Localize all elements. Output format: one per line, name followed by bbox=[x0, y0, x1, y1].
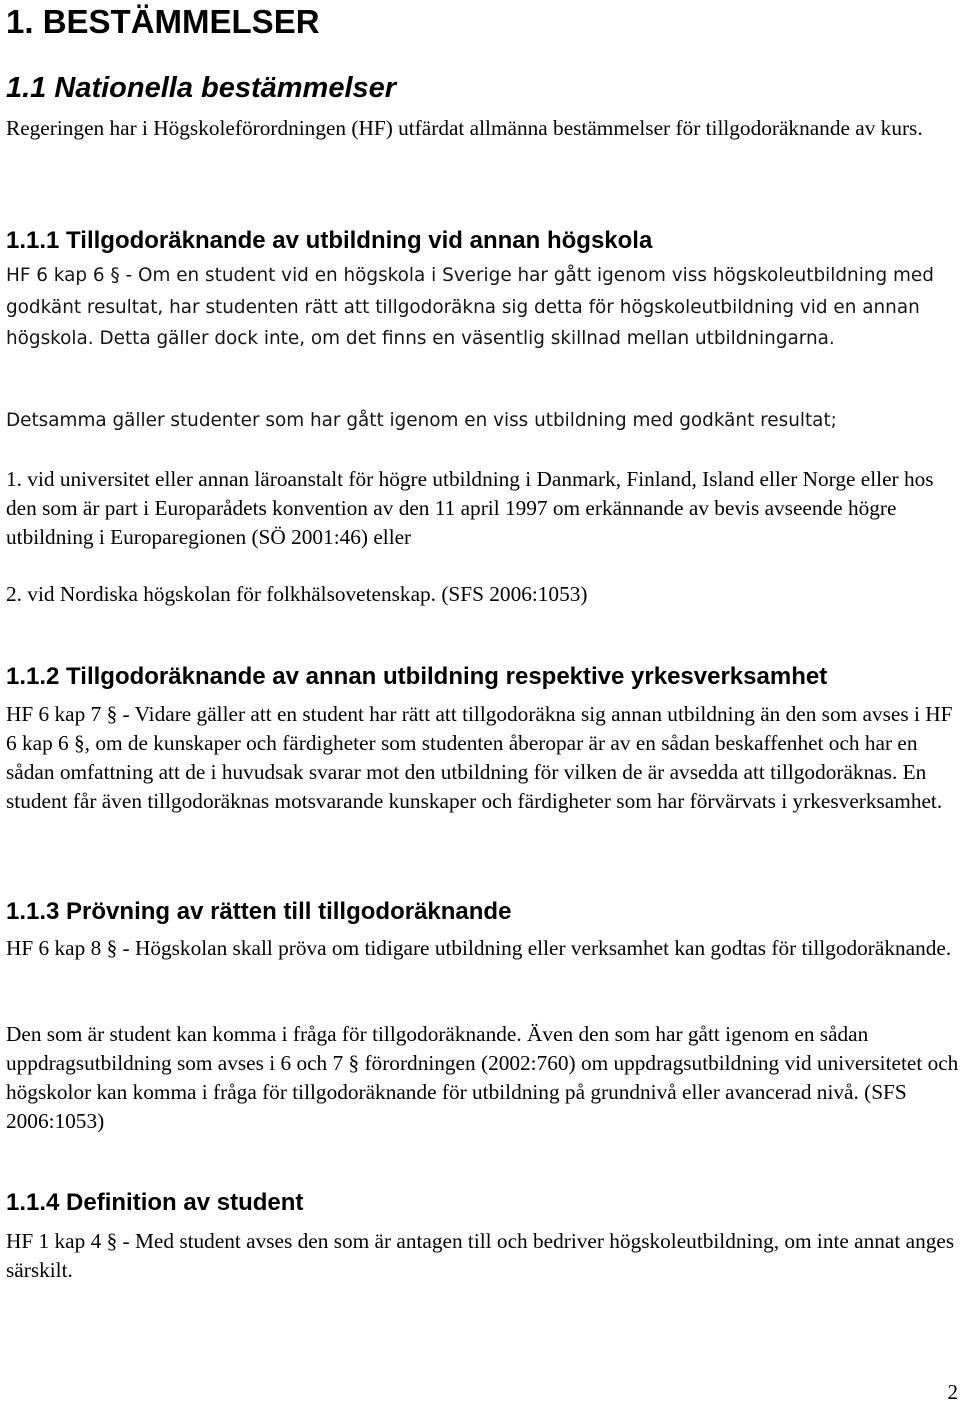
section-1-1-1-paragraph-2: Detsamma gäller studenter som har gått igenom en viss utbildning med godkänt resultat; bbox=[6, 410, 837, 431]
section-1-1-4-paragraph-1: HF 1 kap 4 § - Med student avses den som är antagen till och bedriver högskoleutbildning, om inte annat anges särskilt. bbox=[6, 1229, 955, 1282]
section-1-1-3-paragraph-1: HF 6 kap 8 § - Högskolan skall pröva om tidigare utbildning eller verksamhet kan godtas för tillgodoräknande. bbox=[6, 936, 952, 960]
section-1-1-4-title: 1.1.4 Definition av student bbox=[6, 1189, 304, 1216]
section-1-1-1-list-item-2: 2. vid Nordiska högskolan för folkhälsovetenskap. (SFS 2006:1053) bbox=[6, 582, 588, 606]
section-1-1-1-title: 1.1.1 Tillgodoräknande av utbildning vid annan högskola bbox=[6, 227, 653, 254]
section-1-1-1-paragraph-1: HF 6 kap 6 § - Om en student vid en högskola i Sverige har gått igenom viss högskoleutbildning med godkänt resultat, har studenten rätt att tillgodoräkna sig detta för högskoleutbildning vid en annan högskola. Detta gäller dock inte, om det finns en väsentlig skillnad mellan utbildningarna. bbox=[6, 265, 934, 349]
section-1-1-2-title: 1.1.2 Tillgodoräknande av annan utbildning respektive yrkesverksamhet bbox=[6, 663, 828, 690]
section-1-1-3-paragraph-2: Den som är student kan komma i fråga för tillgodoräknande. Även den som har gått igenom en sådan uppdragsutbildning som avses i 6 och 7 § förordningen (2002:760) om uppdragsutbildning vid universitetet och högskolor kan komma i fråga för tillgodoräknande för utbildning på grundnivå eller avancerad nivå. (SFS 2006:1053) bbox=[6, 1022, 959, 1133]
section-1-1-3-title: 1.1.3 Prövning av rätten till tillgodoräknande bbox=[6, 898, 512, 925]
section-1-1-1-list-item-1: 1. vid universitet eller annan läroanstalt för högre utbildning i Danmark, Finland, Island eller Norge eller hos den som är part i Europarådets konvention av den 11 april 1997 om erkännande av bevis avseende högre utbildning i Europaregionen (SÖ 2001:46) eller bbox=[6, 467, 934, 549]
section-1-1-2-paragraph-1: HF 6 kap 7 § - Vidare gäller att en student har rätt att tillgodoräkna sig annan utbildning än den som avses i HF 6 kap 6 §, om de kunskaper och färdigheter som studenten åberopar är av en sådan beskaffenhet och har en sådan omfattning att de i huvudsak svarar mot den utbildning för vilken de är avsedda att tillgodoräknas. En student får även tillgodoräknas motsvarande kunskaper och färdigheter som har förvärvats i yrkesverksamhet. bbox=[6, 702, 953, 813]
document-heading: 1. BESTÄMMELSER bbox=[6, 3, 320, 40]
section-1-1-title: 1.1 Nationella bestämmelser bbox=[6, 72, 397, 104]
page-number: 2 bbox=[947, 1380, 958, 1404]
section-1-1-intro: Regeringen har i Högskoleförordningen (HF) utfärdat allmänna bestämmelser för tillgodoräknande av kurs. bbox=[6, 116, 923, 140]
